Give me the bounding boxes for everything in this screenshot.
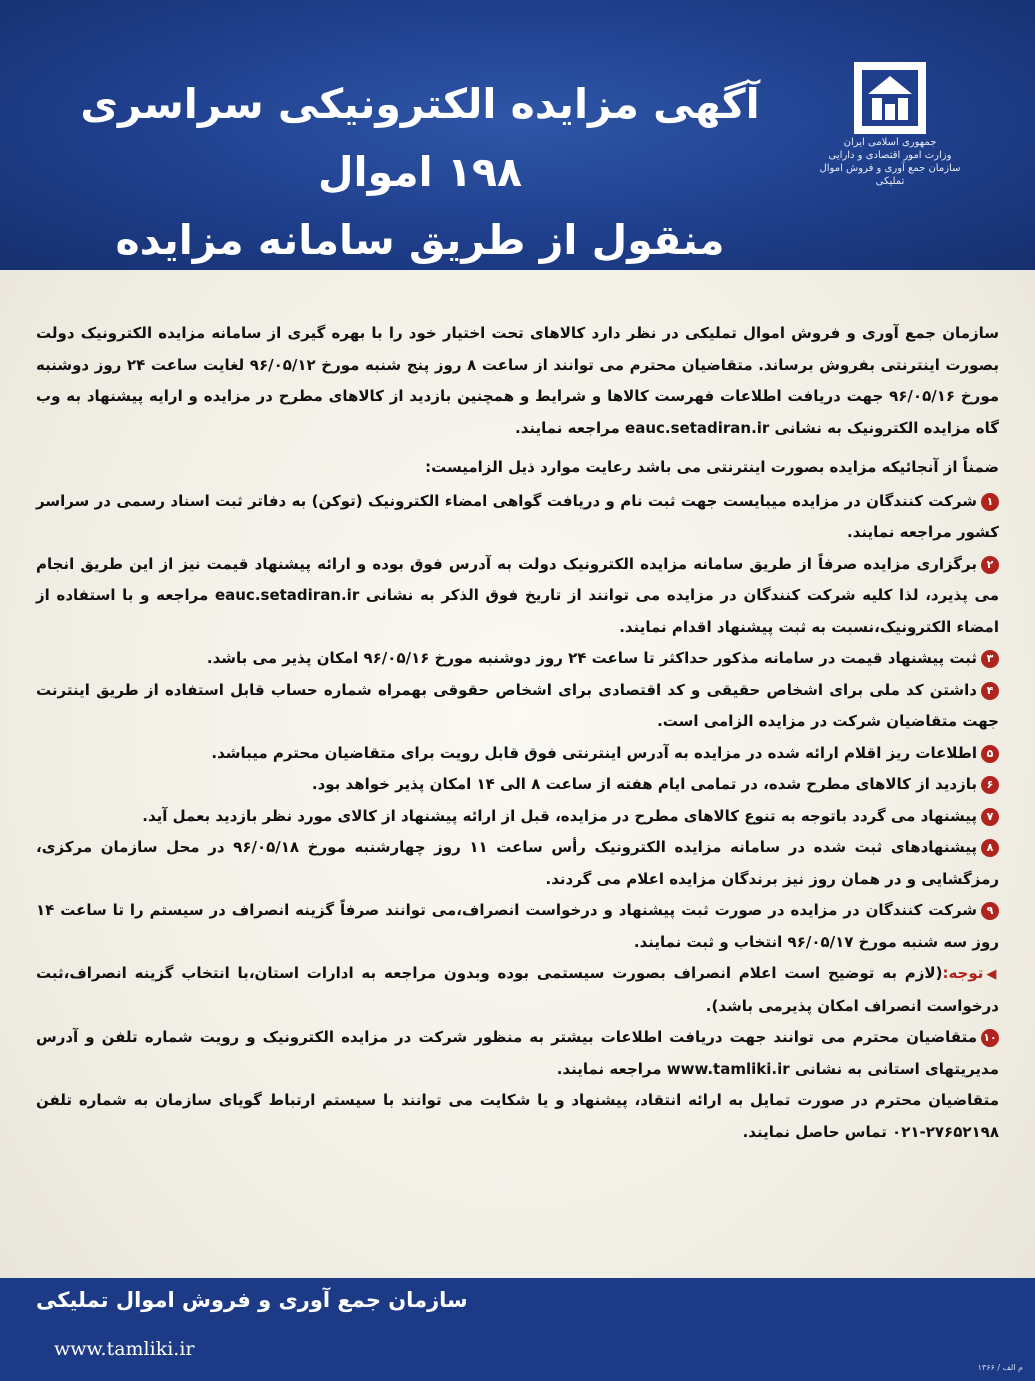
list-item: [36, 895, 999, 958]
closing-paragraph: متقاضیان محترم در صورت تمایل به ارائه انتقاد، پیشنهاد و یا شکایت می توانند با سیستم ارتباط گویای سازمان به شماره تلفن ۲۷۶۵۲۱۹۸-۰۲۱ تماس حاصل نمایند.: [36, 1091, 999, 1141]
item-text: شرکت کنندگان در مزایده میبایست جهت ثبت نام و دریافت گواهی امضاء الکترونیک (توکن) به دفاتر ثبت اسناد رسمی در سراسر کشور مراجعه نمایند.: [36, 491, 999, 541]
item-number-badge: ۱۰: [981, 1029, 999, 1047]
item-text: برگزاری مزایده صرفاً از طریق سامانه مزایده الکترونیک دولت به آدرس فوق بوده و ارائه پیشنهاد قیمت نیز از این طریق انجام می پذیرد، لذا کلیه شرکت کنندگان در مزایده می توانند از تاریخ فوق الذکر به نشانی eauc.setadiran.ir مراجعه و با استفاده از امضاء الکترونیک،نسبت به ثبت پیشنهاد اقدام نمایند.: [36, 554, 999, 636]
ad-reference-code: م الف / ۱۳۶۶: [977, 1363, 1023, 1372]
list-item: [36, 769, 999, 801]
header-banner: [0, 0, 1035, 270]
list-item: [36, 643, 999, 675]
ad-body: [0, 270, 1035, 1381]
item-text: پیشنهادهای ثبت شده در سامانه مزایده الکترونیک رأس ساعت ۱۱ روز چهارشنبه مورخ ۹۶/۰۵/۱۸ در محل سازمان مرکزی، رمزگشایی و در همان روز نیز برندگان مزایده اعلام می گردند.: [36, 838, 999, 888]
note-paragraph: [36, 958, 999, 1022]
item-number-badge: ۵: [981, 745, 999, 763]
item-number-badge: ۹: [981, 902, 999, 920]
logo-line-country: جمهوری اسلامی ایران: [843, 137, 937, 148]
item-number-badge: ۷: [981, 808, 999, 826]
item-text: پیشنهاد می گردد باتوجه به تنوع کالاهای مطرح در مزایده، قبل از ارائه پیشنهاد از کالای مورد نظر بازدید بعمل آید.: [142, 806, 977, 825]
ad-title-line-2: منقول از طریق سامانه مزایده: [115, 216, 725, 264]
item-text: بازدید از کالاهای مطرح شده، در تمامی ایام هفته از ساعت ۸ الی ۱۴ امکان پذیر خواهد بود.: [311, 775, 977, 793]
item-number-badge: ۶: [981, 776, 999, 794]
pointer-arrow-icon: ◀: [986, 967, 999, 982]
organization-emblem-icon: [852, 60, 928, 136]
intro-paragraph: سازمان جمع آوری و فروش اموال تملیکی در نظر دارد کالاهای تحت اختیار خود را با بهره گیری از سامانه مزایده الکترونیک دولت بصورت اینترنتی بفروش برساند. متقاضیان محترم می توانند از ساعت ۸ روز پنج شنبه مورخ ۹۶/۰۵/۱۲ لغایت ساعت ۲۴ روز دوشنبه مورخ ۹۶/۰۵/۱۶ جهت دریافت اطلاعات فهرست کالاها و شرایط و همچنین بازدید از کالاهای مطرح در مزایده و ارایه پیشنهاد به وب گاه مزایده الکترونیک به نشانی eauc.setadiran.ir مراجعه نمایند.: [36, 324, 1000, 437]
footer-organization-name: سازمان جمع آوری و فروش اموال تملیکی: [36, 1288, 468, 1312]
footer-website-link[interactable]: www.tamliki.ir: [54, 1338, 195, 1360]
list-item: [36, 801, 999, 833]
ad-content: [36, 318, 999, 1148]
item-number-badge: ۴: [981, 682, 999, 700]
item-number-badge: ۲: [981, 556, 999, 574]
ad-title-line-1: آگهی مزایده الکترونیکی سراسری ۱۹۸ اموال: [80, 80, 760, 196]
list-item: [36, 675, 999, 738]
note-text: (لازم به توضیح است اعلام انصراف بصورت سیستمی بوده وبدون مراجعه به ادارات استان،با انتخاب گزینه انصراف،ثبت درخواست انصراف امکان پذیرمی باشد).: [36, 964, 999, 1015]
item-text: ثبت پیشنهاد قیمت در سامانه مذکور حداکثر تا ساعت ۲۴ روز دوشنبه مورخ ۹۶/۰۵/۱۶ امکان پذیر می باشد.: [206, 649, 977, 667]
list-item: [36, 549, 999, 644]
item-text: اطلاعات ریز اقلام ارائه شده در مزایده به آدرس اینترنتی فوق قابل رویت برای متقاضیان محترم میباشد.: [211, 743, 977, 762]
item-text: متقاضیان محترم می توانند جهت دریافت اطلاعات بیشتر به منظور شرکت در مزایده الکترونیک و رویت شماره تلفن و آدرس مدیریتهای استانی به نشانی www.tamliki.ir مراجعه نمایند.: [36, 1028, 999, 1078]
footer-bar: [0, 1278, 1035, 1381]
list-item: [36, 1022, 999, 1085]
ministry-logo: [815, 60, 965, 188]
list-item: [36, 738, 999, 770]
note-label: توجه:: [942, 964, 984, 982]
logo-line-ministry: وزارت امور اقتصادی و دارایی: [828, 150, 952, 161]
item-number-badge: ۳: [981, 650, 999, 668]
item-number-badge: ۱: [981, 493, 999, 511]
item-text: شرکت کنندگان در مزایده در صورت ثبت پیشنهاد و درخواست انصراف،می توانند صرفاً گزینه انصراف در سیستم را تا ساعت ۱۴ روز سه شنبه مورخ ۹۶/۰۵/۱۷ انتخاب و ثبت نمایند.: [36, 901, 999, 951]
requirements-lead: ضمناً از آنجائیکه مزایده بصورت اینترنتی می باشد رعایت موارد ذیل الزامیست:: [425, 458, 999, 476]
list-item: [36, 832, 999, 895]
item-number-badge: ۸: [981, 839, 999, 857]
item-text: داشتن کد ملی برای اشخاص حقیقی و کد اقتصادی برای اشخاص حقوقی بهمراه شماره حساب قابل استفاده از طریق اینترنت جهت متقاضیان شرکت در مزایده الزامی است.: [36, 680, 999, 730]
list-item: [36, 486, 999, 549]
logo-line-organization: سازمان جمع آوری و فروش اموال تملیکی: [819, 163, 961, 187]
